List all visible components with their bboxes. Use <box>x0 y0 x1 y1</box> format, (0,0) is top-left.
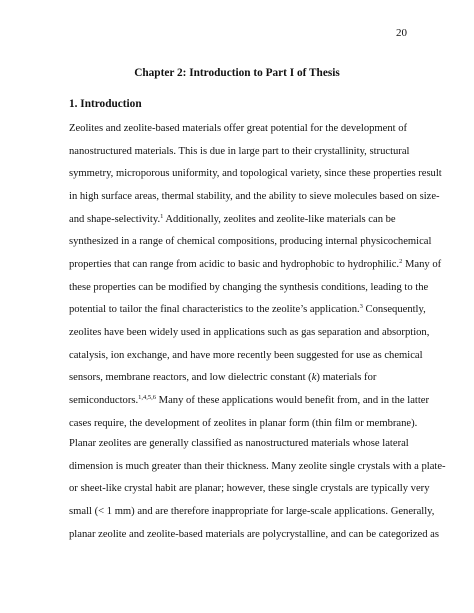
text-span: and shape-selectivity. <box>69 213 161 225</box>
text-span: sensors, membrane reactors, and low dielectric constant ( <box>69 372 312 384</box>
text-span: dimension is much greater than their thickness. Many zeolite single crystals with a plate- <box>69 460 446 472</box>
page-number: 20 <box>396 27 407 39</box>
text-span: nanostructured materials. This is due in large part to their crystallinity, structural <box>69 145 410 157</box>
text-span: Many of these applications would benefit from, and in the latter <box>156 394 430 406</box>
text-line <box>69 501 435 524</box>
text-line <box>69 231 432 254</box>
text-line <box>69 524 440 547</box>
text-span: semiconductors. <box>69 394 139 406</box>
footnote-reference: 1 <box>160 212 164 220</box>
italic-symbol: k <box>311 372 317 384</box>
text-line <box>69 390 430 413</box>
text-span: potential to tailor the final characteristics to the zeolite’s application. <box>69 304 360 316</box>
text-span: Many of <box>402 258 442 270</box>
text-line <box>69 299 426 322</box>
footnote-reference: 3 <box>359 303 363 311</box>
text-span: ) materials for <box>316 372 377 384</box>
text-line <box>69 322 430 345</box>
text-span: catalysis, ion exchange, and have more recently been suggested for use as chemical <box>69 349 423 361</box>
text-line <box>69 345 423 368</box>
section-heading: 1. Introduction <box>69 98 142 110</box>
text-span: or sheet-like crystal habit are planar; however, these single crystals are typically very <box>69 483 430 495</box>
text-span: Planar zeolites are generally classified as nanostructured materials whose lateral <box>69 438 409 449</box>
text-span: properties that can range from acidic to basic and hydrophobic to hydrophilic. <box>69 258 400 270</box>
text-span: in high surface areas, thermal stability, and the ability to sieve molecules based on size- <box>69 190 440 202</box>
text-span: zeolites have been widely used in applications such as gas separation and absorption, <box>69 326 430 338</box>
text-span: Additionally, zeolites and zeolite-like materials can be <box>163 213 396 225</box>
text-line <box>69 163 442 186</box>
text-span: planar zeolite and zeolite-based materials are polycrystalline, and can be categorized as <box>69 528 440 540</box>
text-span: symmetry, microporous uniformity, and topological variety, since these properties result <box>69 168 442 180</box>
chapter-title: Chapter 2: Introduction to Part I of Thesis <box>134 67 340 79</box>
text-span: Consequently, <box>362 304 426 316</box>
text-line <box>69 186 440 209</box>
paragraph-1 <box>69 118 442 435</box>
text-span: synthesized in a range of chemical compositions, producing internal physicochemical <box>69 236 432 248</box>
text-line <box>69 433 409 456</box>
text-span: Zeolites and zeolite-based materials offer great potential for the development of <box>69 123 408 134</box>
text-line <box>69 254 442 277</box>
text-line <box>69 141 409 164</box>
text-line <box>69 209 409 232</box>
text-line <box>69 118 409 141</box>
text-line <box>69 367 409 390</box>
paragraph-2 <box>69 433 446 546</box>
text-span: small (< 1 mm) and are therefore inappropriate for large-scale applications. Generally, <box>69 505 435 517</box>
text-line <box>69 456 446 479</box>
text-line <box>69 478 430 501</box>
footnote-reference: 2 <box>399 257 403 265</box>
footnote-reference: 1,4,5,6 <box>138 393 157 401</box>
text-span: cases require, the development of zeolites in planar form (thin film or membrane). <box>69 417 418 429</box>
text-span: these properties can be modified by changing the synthesis conditions, leading to the <box>69 281 429 293</box>
text-line <box>69 277 429 300</box>
text-line <box>69 413 418 436</box>
